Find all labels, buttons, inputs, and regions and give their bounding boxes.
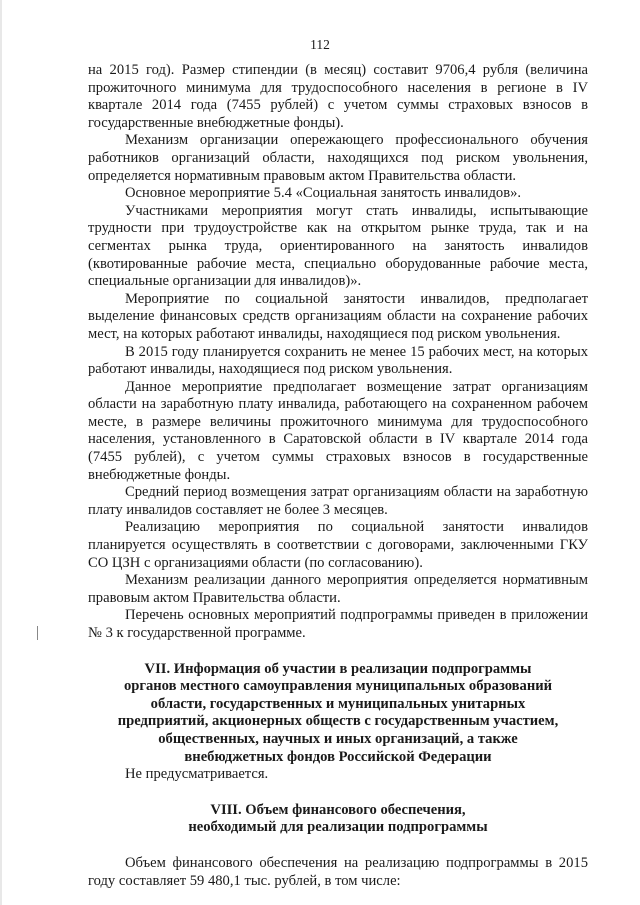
heading-line: внебюджетных фондов Российской Федерации (184, 748, 492, 765)
heading-line: области, государственных и муниципальных унитарных (150, 695, 526, 712)
page-edge-shadow (0, 0, 2, 905)
paragraph: Участниками мероприятия могут стать инвалиды, испытывающие трудности при трудоустройстве как на открытом рынке труда, так и на сегментах рынка труда, ориентированного на занятость инвалидов (квотированные рабочие места, специально оборудованные рабочие места, специальные организации для инвалидов)». (88, 202, 588, 290)
paragraph: Данное мероприятие предполагает возмещение затрат организациям области на заработную плату инвалида, работающего на сохраненном рабочем месте, в размере величины прожиточного минимума для трудоспособного населения, установленного в Саратовской области в IV квартале 2014 года (7455 рублей), с учетом суммы страховых взносов в государственные внебюджетные фонды. (88, 378, 588, 483)
paragraph: Механизм реализации данного мероприятия определяется нормативным правовым актом Правительства области. (88, 572, 588, 606)
paragraph: Реализацию мероприятия по социальной занятости инвалидов планируется осуществлять в соответствии с договорами, заключенными ГКУ СО ЦЗН с организациями области (по согласованию). (88, 519, 588, 571)
heading-line: необходимый для реализации подпрограммы (188, 819, 488, 836)
paragraph: Мероприятие по социальной занятости инвалидов, предполагает выделение финансовых средств организациям области на сохранение рабочих мест, на которых работают инвалиды, находящиеся под риском увольнения. (88, 290, 588, 342)
heading-line: общественных, научных и иных организаций, а также (158, 730, 518, 747)
paragraph: Средний период возмещения затрат организациям области на заработную плату инвалидов составляет не более 3 месяцев. (88, 484, 588, 518)
section-7-text: Не предусматривается. (125, 766, 269, 783)
heading-line: VIII. Объем финансового обеспечения, (210, 801, 466, 818)
paragraph: В 2015 году планируется сохранить не менее 15 рабочих мест, на которых работают инвалиды, находящиеся под риском увольнения. (88, 343, 588, 378)
margin-mark (37, 626, 38, 640)
section-8-heading (88, 802, 588, 837)
section-8-text: Объем финансового обеспечения на реализацию подпрограммы в 2015 году составляет 59 480,1 тыс. рублей, в том числе: (88, 854, 588, 889)
spacer (88, 837, 588, 855)
page-number: 112 (310, 37, 330, 52)
heading-line: предприятий, акционерных обществ с государственным участием, (117, 713, 559, 730)
paragraph: Перечень основных мероприятий подпрограммы приведен в приложении № 3 к государственной программе. (88, 607, 588, 641)
paragraph: на 2015 год). Размер стипендии (в месяц) составит 9706,4 рубля (величина прожиточного минимума для трудоспособного населения в регионе в IV квартале 2014 года (7455 рублей) с учетом суммы страховых взносов в государственные внебюджетные фонды). (88, 62, 588, 131)
document-body (88, 62, 588, 890)
paragraph: Механизм организации опережающего профессионального обучения работников организаций области, находящихся под риском увольнения, определяется нормативным правовым актом Правительства области. (88, 132, 588, 184)
paragraph: Основное мероприятие 5.4 «Социальная занятость инвалидов». (125, 185, 522, 202)
section-7-heading (88, 661, 588, 767)
heading-line: VII. Информация об участии в реализации подпрограммы (144, 660, 532, 677)
heading-line: органов местного самоуправления муниципальных образований (123, 678, 553, 695)
